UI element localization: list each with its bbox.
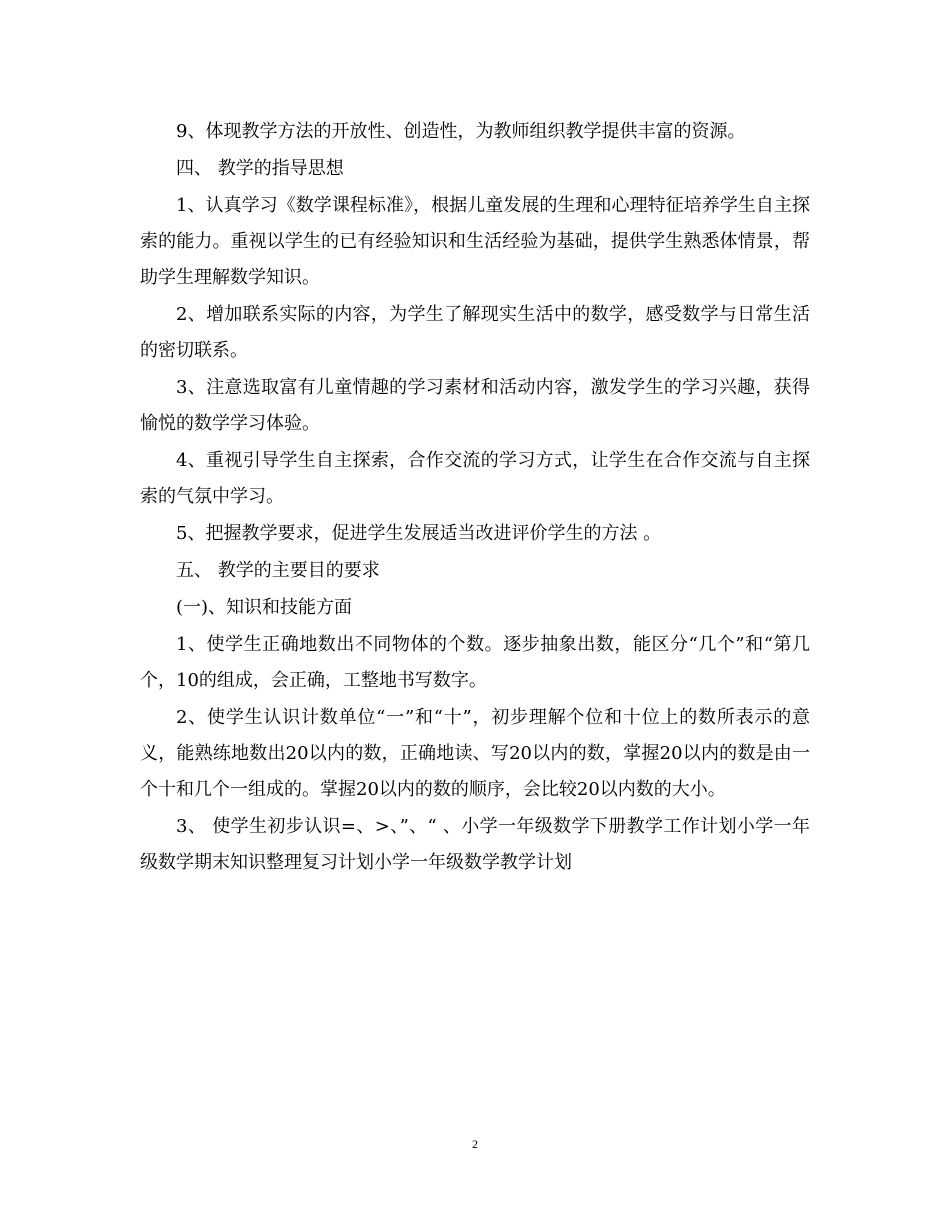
paragraph-guiding-3: 3、注意选取富有儿童情趣的学习素材和活动内容，激发学生的学习兴趣，获得愉悦的数学学习体验。 <box>140 377 810 434</box>
section-heading-guiding-ideas: 四、 教学的指导思想 <box>176 158 344 179</box>
paragraph-goal-3: 3、 使学生初步认识=、>、”、“ 、小学一年级数学下册教学工作计划小学一年级数学期末知识整理复习计划小学一年级数学教学计划 <box>140 816 810 873</box>
paragraph-guiding-4: 4、重视引导学生自主探索，合作交流的学习方式，让学生在合作交流与自主探索的气氛中学习。 <box>140 450 810 507</box>
section-heading-main-goals: 五、 教学的主要目的要求 <box>176 560 380 581</box>
paragraph-goal-1: 1、使学生正确地数出不同物体的个数。逐步抽象出数，能区分“几个”和“第几个，10的组成，会正确，工整地书写数字。 <box>140 634 810 691</box>
paragraph-guiding-2: 2、增加联系实际的内容，为学生了解现实生活中的数学，感受数学与日常生活的密切联系。 <box>140 304 810 361</box>
paragraph-guiding-5: 5、把握教学要求，促进学生发展适当改进评价学生的方法 。 <box>176 523 662 544</box>
paragraph-item-9: 9、体现教学方法的开放性、创造性，为教师组织教学提供丰富的资源。 <box>176 121 746 142</box>
paragraph-goal-2: 2、使学生认识计数单位“一”和“十”，初步理解个位和十位上的数所表示的意义，能熟练地数出20以内的数，正确地读、写20以内的数，掌握20以内的数是由一个十和几个一组成的。掌握20以内的数的顺序，会比较20以内数的大小。 <box>140 707 810 800</box>
subsection-heading-knowledge-skills: (一)、知识和技能方面 <box>176 597 353 618</box>
paragraph-guiding-1: 1、认真学习《数学课程标准》，根据儿童发展的生理和心理特征培养学生自主探索的能力。重视以学生的已有经验知识和生活经验为基础，提供学生熟悉体情景，帮助学生理解数学知识。 <box>140 195 810 288</box>
document-body <box>140 114 810 881</box>
page-number: 2 <box>472 1137 478 1151</box>
